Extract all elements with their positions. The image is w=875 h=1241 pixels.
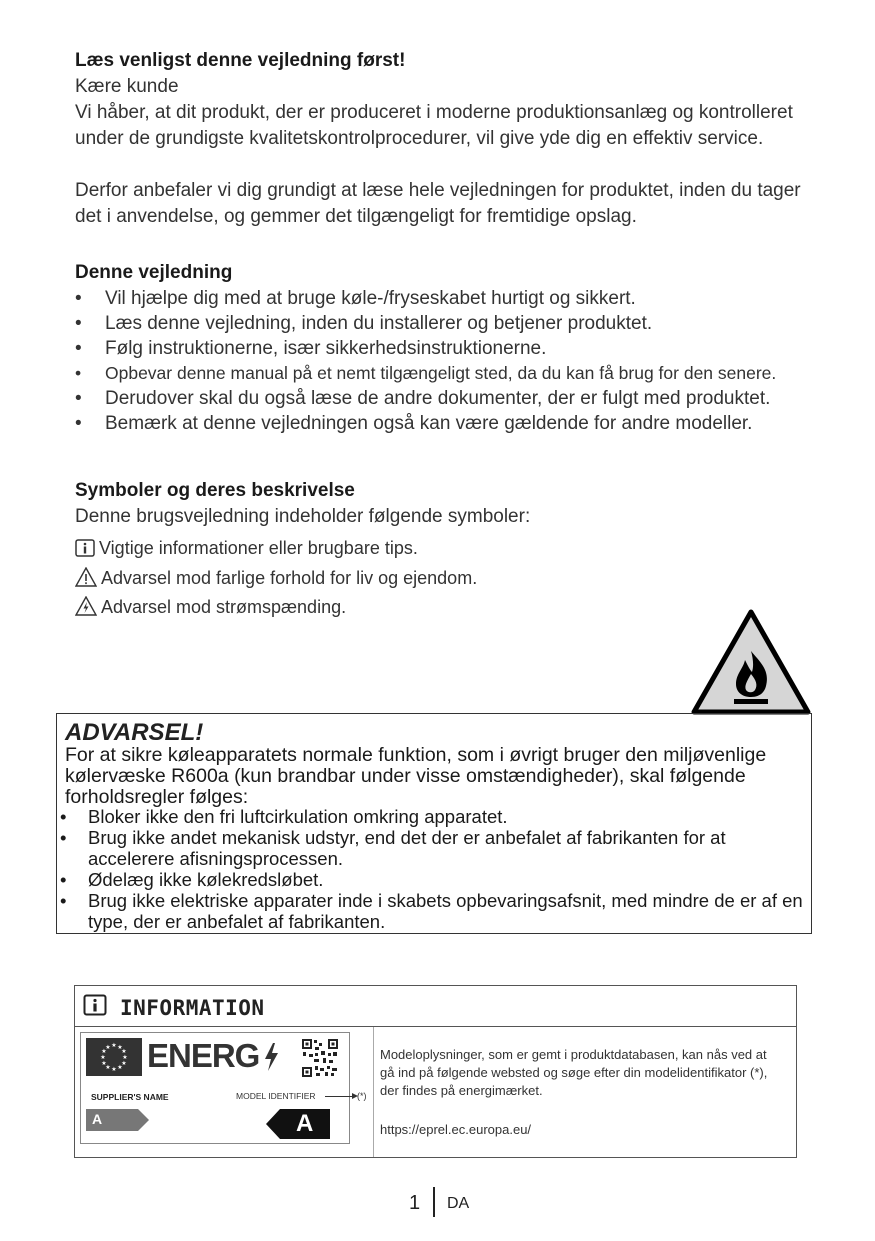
footer-divider (433, 1187, 435, 1217)
svg-text:★: ★ (105, 1064, 111, 1071)
symbols-intro: Denne brugsvejledning indeholder følgende symboler: (75, 506, 531, 527)
intro-paragraph-2: Derfor anbefaler vi dig grundigt at læse hele vejledningen for produktet, inden du tager det i anvendelse, og gemmer det tilgængeligt for fremtidige opslag. (75, 180, 801, 227)
svg-text:★: ★ (101, 1048, 107, 1055)
lightning-icon (263, 1043, 279, 1071)
flammable-warning-icon (690, 608, 812, 716)
qr-code-icon (301, 1038, 339, 1078)
supplier-name: SUPPLIER'S NAME (91, 1092, 169, 1102)
warning-triangle-icon (75, 567, 97, 587)
energy-brand: ENERG (147, 1037, 260, 1074)
energy-label (80, 1032, 367, 1144)
page-heading: Læs venligst denne vejledning først! (75, 50, 406, 71)
symbol-row: Vigtige informationer eller brugbare tips. (75, 538, 418, 559)
svg-text:★: ★ (100, 1054, 106, 1061)
svg-text:★: ★ (121, 1060, 127, 1067)
language-code: DA (447, 1195, 470, 1212)
svg-text:★: ★ (105, 1044, 111, 1051)
warning-intro: For at sikre køleapparatets normale funktion, som i øvrigt bruger den miljøvenlige kølervæske R600a (kun brandbar under visse omstændigheder), skal følgende forholdsregler følges: (65, 744, 767, 808)
svg-text:★: ★ (122, 1054, 128, 1061)
symbol-row: Advarsel mod farlige forhold for liv og ejendom. (75, 567, 477, 589)
svg-text:★: ★ (111, 1042, 117, 1049)
svg-text:★: ★ (117, 1064, 123, 1071)
info-icon (75, 539, 95, 557)
electric-warning-icon (75, 596, 97, 616)
svg-text:★: ★ (121, 1048, 127, 1055)
warning-box: ADVARSEL! For at sikre køleapparatets normale funktion, som i øvrigt bruger den miljøvenlige kølervæske R600a (kun brandbar under visse omstændigheder), skal følgende forholdsregler følges: • Bloker ikke den fri luftcirkulation omkring apparatet. • Brug ikke andet mekanisk udstyr, end det der er anbefalet af fabrikanten for at accelerere afisningsprocessen. • Ødelæg ikke kølekredsløbet. • Brug ikke elektriske apparater inde i skabets opbevaringsafsnit, med mindre de er af en type, der er anbefalet af fabrikanten. (56, 713, 812, 934)
model-arrow-line (325, 1096, 355, 1097)
model-marker: (*) (357, 1091, 367, 1101)
eu-flag-icon (86, 1038, 142, 1076)
energy-label-cell (75, 1027, 374, 1157)
guide-heading: Denne vejledning (75, 262, 233, 283)
page-number: 1 (409, 1192, 421, 1214)
symbol-row: Advarsel mod strømspænding. (75, 596, 346, 618)
greeting: Kære kunde (75, 76, 179, 97)
energy-class-big: A (296, 1110, 314, 1137)
eprel-link[interactable]: https://eprel.ec.europa.eu/ (380, 1122, 532, 1137)
information-box (74, 985, 797, 1158)
svg-text:★: ★ (117, 1044, 123, 1051)
information-header (75, 986, 796, 1027)
svg-text:★: ★ (101, 1060, 107, 1067)
info-icon (83, 994, 107, 1016)
symbols-heading: Symboler og deres beskrivelse (75, 480, 355, 501)
energy-class-small: A (92, 1111, 103, 1127)
information-text: Modeloplysninger, som er gemt i produktdatabasen, kan nås ved at gå ind på følgende websted og søge efter din modelidentifikator (*), der findes på energimærket. (380, 1047, 768, 1098)
intro-paragraph-1: Vi håber, at dit produkt, der er produceret i moderne produktionsanlæg og kontrolleret under de grundigste kvalitetskontrolprocedurer, vil give yde dig en effektiv service. (75, 102, 793, 149)
svg-text:★: ★ (111, 1066, 117, 1073)
warning-title: ADVARSEL! (65, 719, 204, 746)
information-title: INFORMATION (120, 996, 265, 1020)
model-identifier: MODEL IDENTIFIER (236, 1091, 316, 1101)
